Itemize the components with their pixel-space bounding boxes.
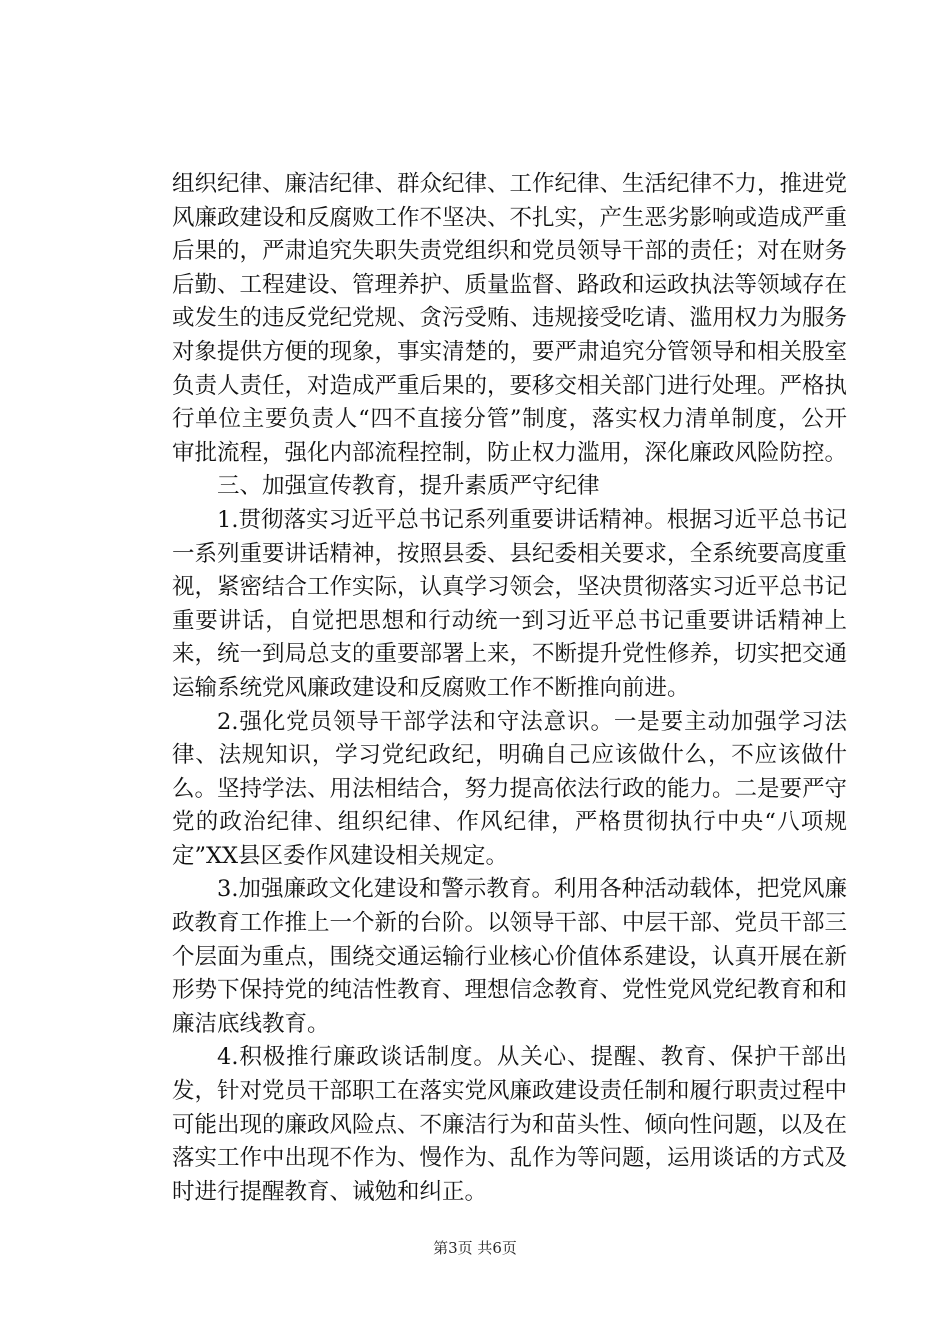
paragraph-item-2: 2.强化党员领导干部学法和守法意识。一是要主动加强学习法律、法规知识，学习党纪政纪，明确自己应该做什么，不应该做什么。坚持学法、用法相结合，努力提高依法行政的能力。二是要严守党的政治纪律、组织纪律、作风纪律，严格贯彻执行中央“八项规定”XX县区委作风建设相关规定。 [172, 708, 848, 869]
paragraph-item-1: 1.贯彻落实习近平总书记系列重要讲话精神。根据习近平总书记一系列重要讲话精神，按照县委、县纪委相关要求，全系统要高度重视，紧密结合工作实际，认真学习领会，坚决贯彻落实习近平总书记重要讲话，自觉把思想和行动统一到习近平总书记重要讲话精神上来，统一到局总支的重要部署上来，不断提升党性修养，切实把交通运输系统党风廉政建设和反腐败工作不断推向前进。 [172, 506, 848, 701]
section-heading: 三、加强宣传教育，提升素质严守纪律 [217, 473, 600, 500]
paragraph-item-3: 3.加强廉政文化建设和警示教育。利用各种活动载体，把党风廉政教育工作推上一个新的台阶。以领导干部、中层干部、党员干部三个层面为重点，围绕交通运输行业核心价值体系建设，认真开展在新形势下保持党的纯洁性教育、理想信念教育、党性党风党纪教育和和廉洁底线教育。 [172, 876, 848, 1037]
paragraph-item-4: 4.积极推行廉政谈话制度。从关心、提醒、教育、保护干部出发，针对党员干部职工在落实党风廉政建设责任制和履行职责过程中可能出现的廉政风险点、不廉洁行为和苗头性、倾向性问题，以及在落实工作中出现不作为、慢作为、乱作为等问题，运用谈话的方式及时进行提醒教育、诫勉和纠正。 [172, 1044, 848, 1205]
paragraph-continued: 组织纪律、廉洁纪律、群众纪律、工作纪律、生活纪律不力，推进党风廉政建设和反腐败工作不坚决、不扎实，产生恶劣影响或造成严重后果的，严肃追究失职失责党组织和党员领导干部的责任；对在财务后勤、工程建设、管理养护、质量监督、路政和运政执法等领域存在或发生的违反党纪党规、贪污受贿、违规接受吃请、滥用权力为服务对象提供方便的现象，事实清楚的，要严肃追究分管领导和相关股室负责人责任，对造成严重后果的，要移交相关部门进行处理。严格执行单位主要负责人“四不直接分管”制度，落实权力清单制度，公开审批流程，强化内部流程控制，防止权力滥用，深化廉政风险防控。 [172, 171, 848, 466]
page-footer: 第3页 共6页 [433, 1239, 517, 1257]
document-body [172, 168, 847, 1209]
